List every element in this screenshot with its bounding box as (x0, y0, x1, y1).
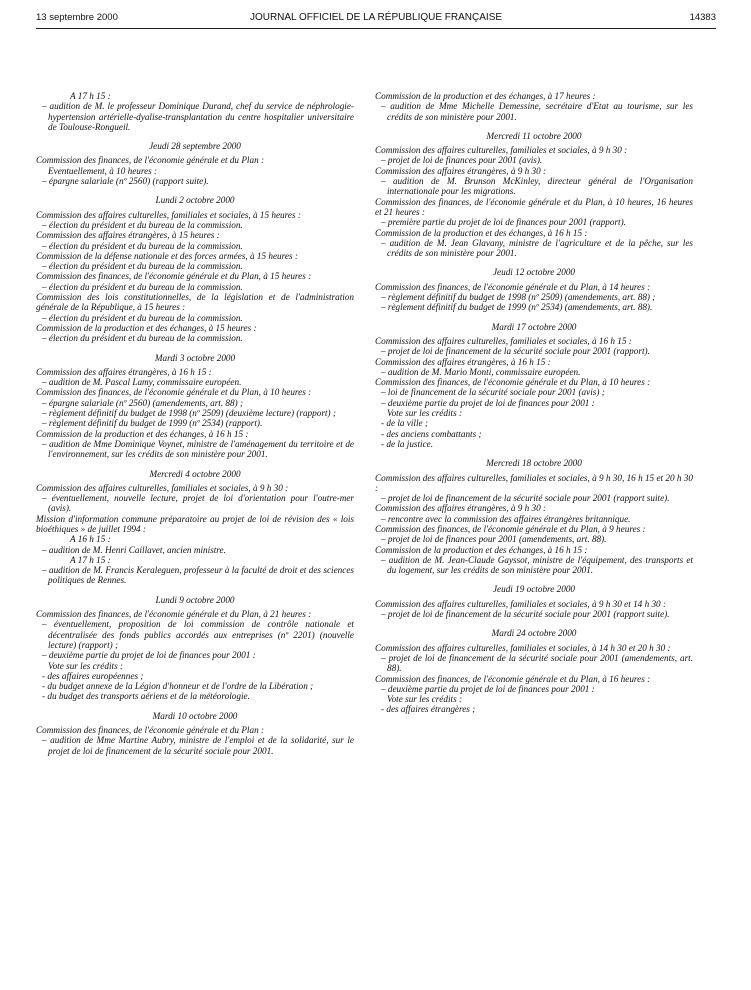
agenda-item: – projet de loi de financement de la sécurité sociale pour 2001 (amendements, art. 88). (381, 652, 693, 674)
time-label: A 16 h 15 : (70, 534, 111, 545)
commission-line: Commission des affaires culturelles, familiales et sociales, à 9 h 30 et 14 h 30 : (375, 598, 666, 609)
day-heading: Lundi 9 octobre 2000 (155, 594, 235, 605)
commission-line: Commission de la défense nationale et des forces armées, à 15 heures : (36, 250, 298, 261)
agenda-item: – élection du président et du bureau de la commission. (42, 219, 243, 230)
agenda-item: – élection du président et du bureau de la commission. (42, 312, 243, 323)
commission-line: Commission des finances, de l'économie générale et du Plan, à 14 heures : (375, 281, 651, 292)
commission-line: Commission de la production et des échanges, à 16 h 15 : (375, 544, 588, 555)
header-rule (36, 28, 716, 29)
credit-item: - du budget annexe de la Légion d'honneur et de l'ordre de la Libération ; (42, 681, 314, 692)
day-heading: Jeudi 19 octobre 2000 (492, 584, 576, 595)
agenda-item: – audition de M. Jean Glavany, ministre de l'agriculture et de la pêche, sur les crédits de son ministère pour 2001. (381, 237, 693, 259)
commission-line: Commission des finances, de l'économie générale et du Plan, à 21 heures : (36, 609, 312, 620)
commission-line: Commission des finances, de l'économie générale et du Plan, à 15 heures : (36, 271, 312, 282)
commission-line: Commission des affaires culturelles, familiales et sociales, à 9 h 30 : (375, 145, 628, 156)
agenda-item: – deuxième partie du projet de loi de finances pour 2001 : (381, 397, 595, 408)
credit-item: - des affaires étrangères ; (381, 704, 476, 715)
agenda-item: – élection du président et du bureau de la commission. (42, 261, 243, 272)
issue-date: 13 septembre 2000 (36, 12, 118, 23)
commission-line: Commission des finances, de l'économie générale et du Plan, à 9 heures : (375, 523, 646, 534)
day-heading: Mercredi 18 octobre 2000 (486, 458, 582, 469)
agenda-item: – règlement définitif du budget de 1998 (nº 2509) (amendements, art. 88) ; (381, 292, 656, 303)
commission-line: Commission des affaires étrangères, à 16 h 15 : (375, 356, 551, 367)
agenda-item: – audition de M. le professeur Dominique Durand, chef du service de néphrologie-hypertension artérielle-dyalise-transplantation du centre hospitalier universitaire de Toulouse-Rongueil. (42, 101, 354, 132)
agenda-item: – audition de M. Jean-Claude Gayssot, ministre de l'équipement, des transports et du logement, sur les crédits de son ministère pour 2001. (381, 554, 693, 576)
day-heading: Mardi 17 octobre 2000 (491, 321, 577, 332)
commission-line: Commission des affaires culturelles, familiales et sociales, à 9 h 30 : (36, 482, 289, 493)
agenda-item: – élection du président et du bureau de la commission. (42, 240, 243, 251)
day-heading: Jeudi 28 septembre 2000 (149, 141, 241, 152)
commission-line: Commission de la production et des échanges, à 15 heures : (36, 322, 257, 333)
commission-line: Commission de la production et des échanges, à 17 heures : (375, 91, 596, 101)
credit-item: - de la justice. (381, 438, 434, 449)
agenda-item: – éventuellement, proposition de loi commission de contrôle nationale et décentralisée des fonds publics accordés aux entreprises (nº 2201) (nouvelle lecture) (rapport) ; (42, 619, 354, 650)
day-heading: Mercredi 4 octobre 2000 (149, 468, 241, 479)
agenda-item: – loi de financement de la sécurité sociale pour 2001 (avis) ; (381, 387, 605, 398)
left-column (36, 91, 354, 756)
credit-item: - du budget des transports aériens et de la météorologie. (42, 691, 250, 702)
credit-item: - des affaires européennes ; (42, 670, 144, 681)
agenda-item: – projet de loi de financement de la sécurité sociale pour 2001 (rapport). (381, 346, 650, 357)
commission-line: Commission des finances, de l'économie générale et du Plan : (36, 725, 265, 736)
agenda-item: – audition de M. Henri Caillavet, ancien ministre. (42, 544, 226, 555)
agenda-item: – audition de M. Francis Keraleguen, professeur à la faculté de droit et des sciences politiques de Rennes. (42, 565, 354, 586)
agenda-item: – projet de loi de financement de la sécurité sociale pour 2001 (rapport suite). (381, 609, 670, 620)
agenda-item: – règlement définitif du budget de 1998 (nº 2509) (deuxième lecture) (rapport) ; (42, 408, 336, 419)
commission-line: Commission des affaires culturelles, familiales et sociales, à 15 heures : (36, 209, 301, 220)
day-heading: Lundi 2 octobre 2000 (155, 195, 235, 206)
sub-line: Vote sur les crédits : (387, 694, 463, 705)
journal-title: JOURNAL OFFICIEL DE LA RÉPUBLIQUE FRANÇAISE (249, 12, 503, 23)
page-header (36, 12, 716, 28)
sub-line: Eventuellement, à 10 heures : (48, 165, 158, 176)
agenda-item: – première partie du projet de loi de finances pour 2001 (rapport). (381, 217, 626, 228)
credit-item: - de la ville ; (381, 418, 428, 429)
commission-line: Commission des lois constitutionnelles, de la législation et de l'administration générale de la République, à 15 heures : (36, 292, 354, 313)
agenda-item: – audition de M. Mario Monti, commissaire européen. (381, 366, 581, 377)
time-label: A 17 h 15 : (70, 91, 111, 101)
agenda-item: – audition de Mme Martine Aubry, ministre de l'emploi et de la solidarité, sur le projet de loi de financement de la sécurité sociale pour 2001. (42, 735, 354, 756)
commission-line: Mission d'information commune préparatoire au projet de loi de révision des « lois bioéthiques » de juillet 1994 : (36, 513, 354, 534)
agenda-item: – règlement définitif du budget de 1999 (nº 2534) (amendements, art. 88). (381, 302, 653, 313)
agenda-item: – éventuellement, nouvelle lecture, projet de loi d'orientation pour l'outre-mer (avis). (42, 493, 354, 514)
day-heading: Mardi 24 octobre 2000 (491, 628, 577, 639)
agenda-item: – projet de loi de finances pour 2001 (avis). (381, 155, 543, 166)
commission-line: Commission des finances, de l'économie générale et du Plan : (36, 155, 265, 166)
agenda-item: – rencontre avec la commission des affaires étrangères britannique. (381, 513, 631, 524)
commission-line: Commission des finances, de l'économie générale et du Plan, à 16 heures : (375, 673, 651, 684)
day-heading: Jeudi 12 octobre 2000 (492, 267, 576, 278)
agenda-item: – deuxième partie du projet de loi de finances pour 2001 : (42, 650, 256, 661)
commission-line: Commission des finances, de l'économie générale et du Plan, à 10 heures : (375, 377, 651, 388)
page-number: 14383 (689, 12, 716, 23)
agenda-item: – règlement définitif du budget de 1999 (nº 2534) (rapport). (42, 418, 263, 429)
agenda-item: – audition de Mme Dominique Voynet, ministre de l'aménagement du territoire et de l'environnement, sur les crédits de son ministère pour 2001. (42, 438, 354, 460)
day-heading: Mardi 3 octobre 2000 (154, 352, 236, 363)
agenda-item: – audition de M. Brunson McKinley, directeur général de l'Organisation internationale pour les migrations. (381, 176, 693, 197)
agenda-item: – élection du président et du bureau de la commission. (42, 333, 243, 344)
agenda-item: – deuxième partie du projet de loi de finances pour 2001 : (381, 683, 595, 694)
agenda-item: – projet de loi de finances pour 2001 (amendements, art. 88). (381, 534, 607, 545)
agenda-item: – élection du président et du bureau de la commission. (42, 281, 243, 292)
credit-item: - des anciens combattants ; (381, 428, 482, 439)
commission-line: Commission des affaires culturelles, familiales et sociales, à 9 h 30, 16 h 15 et 20 h 30 : (375, 472, 693, 493)
commission-line: Commission des affaires culturelles, familiales et sociales, à 14 h 30 et 20 h 30 : (375, 642, 671, 653)
commission-line: Commission des affaires étrangères, à 16 h 15 : (36, 366, 212, 377)
commission-line: Commission de la production et des échanges, à 16 h 15 : (375, 227, 588, 238)
commission-line: Commission des affaires étrangères, à 15 heures : (36, 230, 220, 241)
commission-line: Commission des finances, de l'économie générale et du Plan, à 10 heures : (36, 387, 312, 398)
commission-line: Commission des finances, de l'économie générale et du Plan, à 10 heures, 16 heures et 21 heures : (375, 196, 693, 217)
commission-line: Commission de la production et des échanges, à 16 h 15 : (36, 428, 249, 439)
agenda-item: – projet de loi de financement de la sécurité sociale pour 2001 (rapport suite). (381, 493, 670, 504)
time-label: A 17 h 15 : (70, 554, 111, 565)
agenda-item: – audition de Mme Michelle Demessine, secrétaire d'Etat au tourisme, sur les crédits de son ministère pour 2001. (381, 101, 693, 122)
day-heading: Mardi 10 octobre 2000 (152, 710, 238, 721)
commission-line: Commission des affaires étrangères, à 9 h 30 : (375, 503, 547, 514)
commission-line: Commission des affaires étrangères, à 9 h 30 : (375, 165, 547, 176)
sub-line: Vote sur les crédits : (48, 660, 124, 671)
right-column (375, 91, 693, 715)
sub-line: Vote sur les crédits : (387, 408, 463, 419)
agenda-item: – épargne salariale (nº 2560) (rapport suite). (42, 176, 209, 187)
commission-line: Commission des affaires culturelles, familiales et sociales, à 16 h 15 : (375, 335, 632, 346)
agenda-item: – audition de M. Pascal Lamy, commissaire européen. (42, 377, 242, 388)
agenda-item: – épargne salariale (nº 2560) (amendements, art. 88) ; (42, 397, 244, 408)
day-heading: Mercredi 11 octobre 2000 (486, 130, 582, 141)
